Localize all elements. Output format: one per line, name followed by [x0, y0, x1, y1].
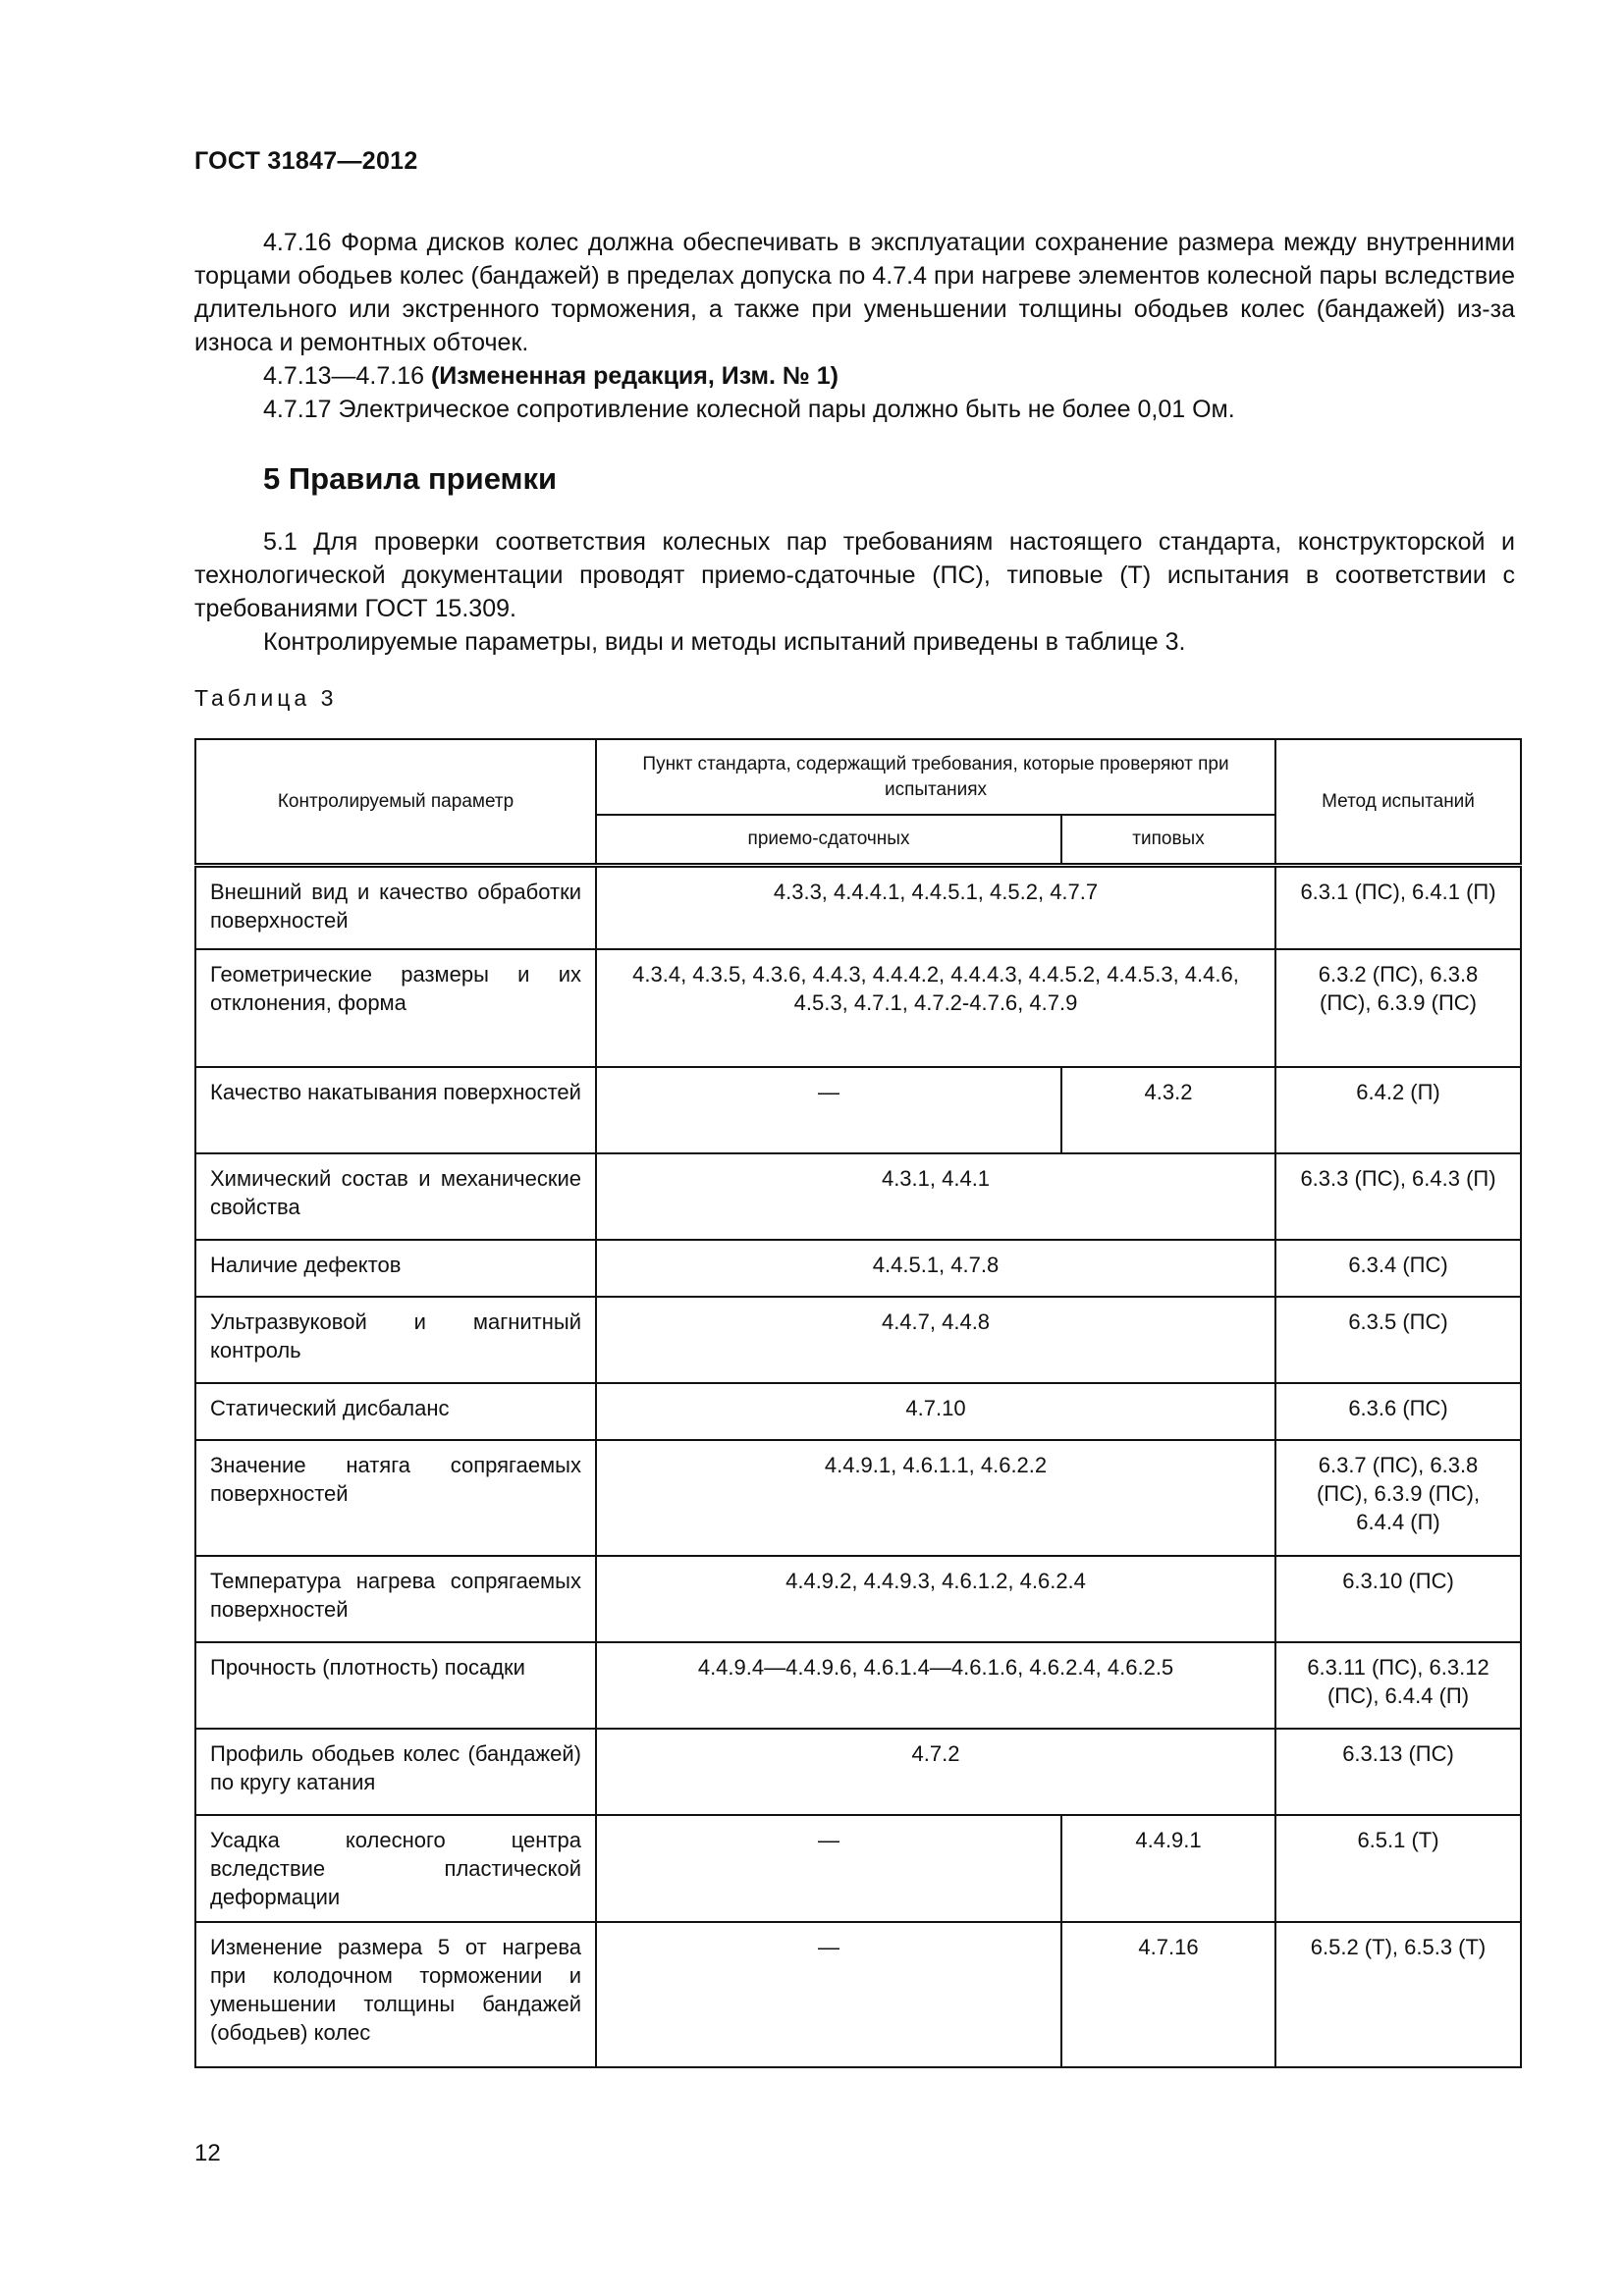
table-row [195, 1153, 1521, 1240]
page-number: 12 [194, 2140, 221, 2166]
section-paragraphs [194, 525, 1515, 659]
clause-cell: 4.3.1, 4.4.1 [596, 1153, 1275, 1240]
clause-cell: 4.3.4, 4.3.5, 4.3.6, 4.4.3, 4.4.4.2, 4.4.4.3, 4.4.5.2, 4.4.5.3, 4.4.6, 4.5.3, 4.7.1, 4.7.2-4.7.6, 4.7.9 [596, 949, 1275, 1067]
param-cell: Ультразвуковой и магнитный контроль [195, 1297, 596, 1383]
top-paragraphs [194, 226, 1515, 426]
param-cell: Химический состав и механические свойства [195, 1153, 596, 1240]
method-cell: 6.3.10 (ПС) [1275, 1556, 1521, 1642]
clause-cell: 4.4.9.1, 4.6.1.1, 4.6.2.2 [596, 1440, 1275, 1556]
method-cell: 6.3.4 (ПС) [1275, 1240, 1521, 1297]
param-cell: Наличие дефектов [195, 1240, 596, 1297]
param-cell: Статический дисбаланс [195, 1383, 596, 1440]
table-caption: Таблица 3 [194, 685, 338, 711]
param-cell: Изменение размера 5 от нагрева при колодочном торможении и уменьшении толщины бандажей (ободьев) колес [195, 1922, 596, 2067]
ps-cell: — [596, 1922, 1061, 2067]
paragraph-4-7-16: 4.7.16 Форма дисков колес должна обеспечивать в эксплуатации сохранение размера между внутренними торцами ободьев колес (бандажей) в пределах допуска по 4.7.4 при нагреве элементов колесной пары вследствие длительного или экстренного торможения, а также при уменьшении толщины ободьев колес (бандажей) из-за износа и ремонтных обточек. [194, 229, 1515, 356]
header-method: Метод испытаний [1275, 739, 1521, 866]
table-row [195, 1729, 1521, 1815]
param-cell: Геометрические размеры и их отклонения, форма [195, 949, 596, 1067]
amendment-note [194, 359, 1515, 393]
method-cell: 6.4.2 (П) [1275, 1067, 1521, 1153]
clause-cell: 4.4.7, 4.4.8 [596, 1297, 1275, 1383]
amendment-label: (Измененная редакция, Изм. № 1) [430, 362, 839, 390]
header-param: Контролируемый параметр [195, 739, 596, 866]
table-row [195, 1556, 1521, 1642]
ps-cell: — [596, 1815, 1061, 1922]
param-cell: Значение натяга сопрягаемых поверхностей [195, 1440, 596, 1556]
table-row [195, 1240, 1521, 1297]
section-title: 5 Правила приемки [263, 461, 558, 496]
document-header: ГОСТ 31847—2012 [194, 147, 418, 175]
header-typ: типовых [1061, 815, 1275, 866]
method-cell: 6.3.3 (ПС), 6.4.3 (П) [1275, 1153, 1521, 1240]
table-row [195, 1383, 1521, 1440]
method-cell: 6.3.1 (ПС), 6.4.1 (П) [1275, 866, 1521, 949]
method-cell: 6.3.13 (ПС) [1275, 1729, 1521, 1815]
ps-cell: — [596, 1067, 1061, 1153]
clause-cell: 4.4.9.2, 4.4.9.3, 4.6.1.2, 4.6.2.4 [596, 1556, 1275, 1642]
clause-cell: 4.4.5.1, 4.7.8 [596, 1240, 1275, 1297]
clause-cell: 4.7.2 [596, 1729, 1275, 1815]
clause-cell: 4.7.10 [596, 1383, 1275, 1440]
param-cell: Внешний вид и качество обработки поверхностей [195, 866, 596, 949]
param-cell: Прочность (плотность) посадки [195, 1642, 596, 1729]
table-row [195, 1642, 1521, 1729]
header-clause-group: Пункт стандарта, содержащий требования, которые проверяют при испытаниях [596, 739, 1275, 815]
parameters-table [194, 738, 1522, 2068]
param-cell: Температура нагрева сопрягаемых поверхностей [195, 1556, 596, 1642]
typ-cell: 4.4.9.1 [1061, 1815, 1275, 1922]
typ-cell: 4.3.2 [1061, 1067, 1275, 1153]
paragraph-4-7-17: 4.7.17 Электрическое сопротивление колесной пары должно быть не более 0,01 Ом. [263, 396, 1235, 423]
table-row [195, 1067, 1521, 1153]
clause-cell: 4.3.3, 4.4.4.1, 4.4.5.1, 4.5.2, 4.7.7 [596, 866, 1275, 949]
param-cell: Качество накатывания поверхностей [195, 1067, 596, 1153]
method-cell: 6.5.1 (Т) [1275, 1815, 1521, 1922]
method-cell: 6.3.7 (ПС), 6.3.8 (ПС), 6.3.9 (ПС), 6.4.4 (П) [1275, 1440, 1521, 1556]
param-cell: Профиль ободьев колес (бандажей) по кругу катания [195, 1729, 596, 1815]
table-row [195, 866, 1521, 949]
method-cell: 6.5.2 (Т), 6.5.3 (Т) [1275, 1922, 1521, 2067]
method-cell: 6.3.6 (ПС) [1275, 1383, 1521, 1440]
table-row [195, 1297, 1521, 1383]
table-row [195, 1815, 1521, 1922]
method-cell: 6.3.2 (ПС), 6.3.8 (ПС), 6.3.9 (ПС) [1275, 949, 1521, 1067]
table-row [195, 949, 1521, 1067]
typ-cell: 4.7.16 [1061, 1922, 1275, 2067]
method-cell: 6.3.5 (ПС) [1275, 1297, 1521, 1383]
param-cell: Усадка колесного центра вследствие пластической деформации [195, 1815, 596, 1922]
paragraph-5-1: 5.1 Для проверки соответствия колесных пар требованиям настоящего стандарта, конструкторской и технологической документации проводят приемо-сдаточные (ПС), типовые (Т) испытания в соответствии с требованиями ГОСТ 15.309. [194, 528, 1515, 622]
table-row [195, 1922, 1521, 2067]
amendment-range: 4.7.13—4.7.16 [263, 362, 425, 390]
clause-cell: 4.4.9.4—4.4.9.6, 4.6.1.4—4.6.1.6, 4.6.2.4, 4.6.2.5 [596, 1642, 1275, 1729]
table-row [195, 1440, 1521, 1556]
header-ps: приемо-сдаточных [596, 815, 1061, 866]
method-cell: 6.3.11 (ПС), 6.3.12 (ПС), 6.4.4 (П) [1275, 1642, 1521, 1729]
paragraph-table-ref: Контролируемые параметры, виды и методы испытаний приведены в таблице 3. [263, 628, 1186, 656]
